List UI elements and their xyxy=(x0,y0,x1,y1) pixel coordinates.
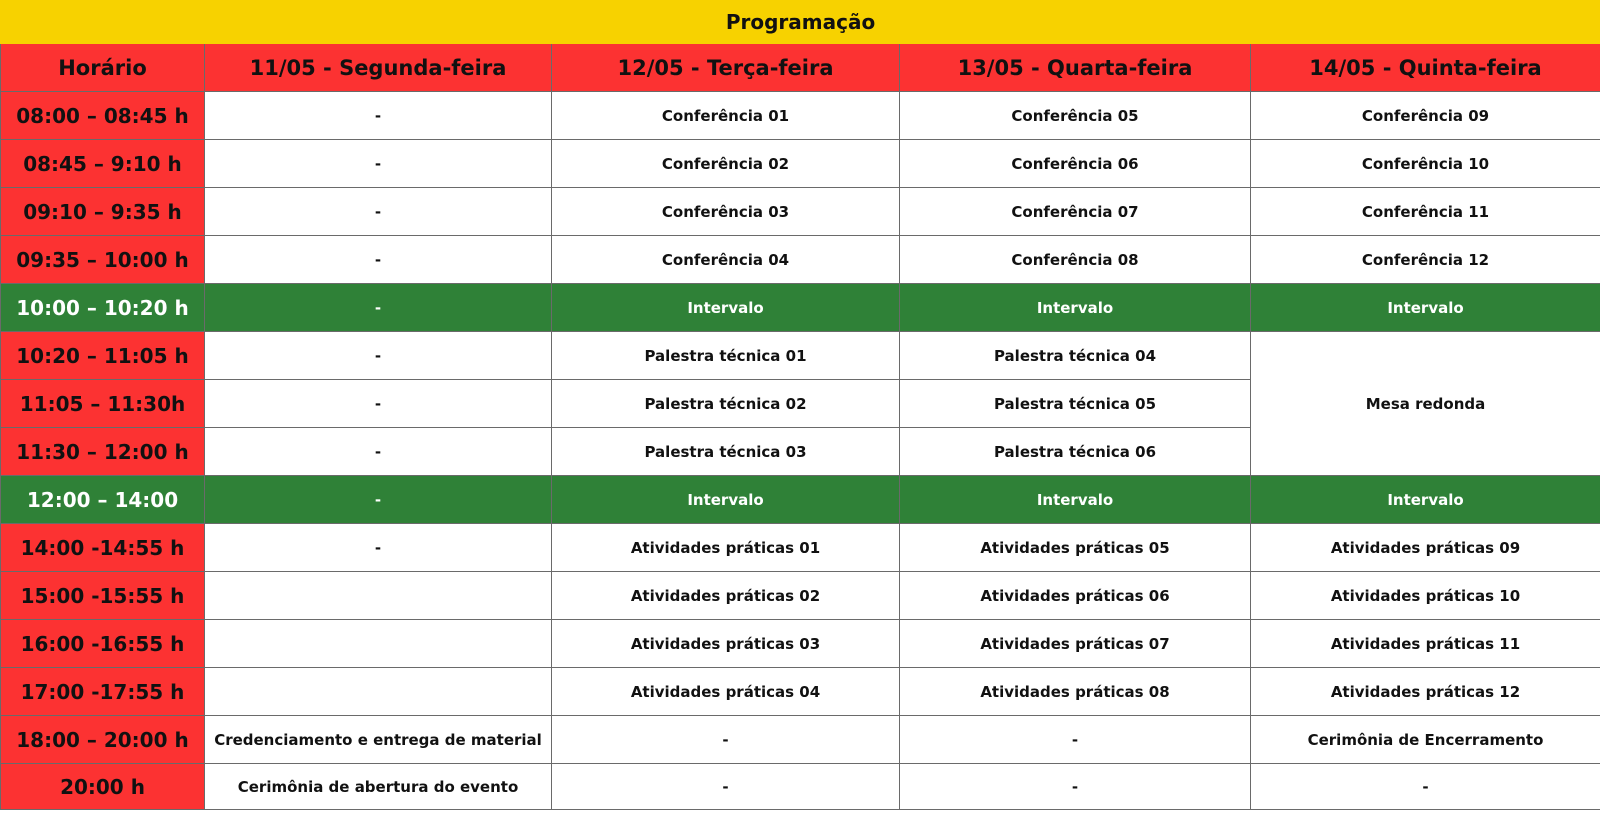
break-cell: - xyxy=(205,476,552,524)
slot-cell: - xyxy=(205,140,552,188)
header-day-14-05: 14/05 - Quinta-feira xyxy=(1251,44,1600,92)
slot-cell: Palestra técnica 02 xyxy=(552,380,900,428)
slot-cell: - xyxy=(205,236,552,284)
slot-cell: Atividades práticas 05 xyxy=(900,524,1251,572)
time-cell: 08:00 – 08:45 h xyxy=(1,92,205,140)
slot-cell: Conferência 02 xyxy=(552,140,900,188)
time-cell: 11:30 – 12:00 h xyxy=(1,428,205,476)
time-cell: 09:10 – 9:35 h xyxy=(1,188,205,236)
time-cell: 17:00 -17:55 h xyxy=(1,668,205,716)
slot-cell: Atividades práticas 06 xyxy=(900,572,1251,620)
slot-cell: Conferência 10 xyxy=(1251,140,1600,188)
header-row xyxy=(1,44,1600,92)
time-cell: 16:00 -16:55 h xyxy=(1,620,205,668)
break-cell: Intervalo xyxy=(900,284,1251,332)
slot-cell: Atividades práticas 03 xyxy=(552,620,900,668)
slot-cell: Atividades práticas 10 xyxy=(1251,572,1600,620)
table-row xyxy=(1,764,1600,810)
header-day-11-05: 11/05 - Segunda-feira xyxy=(205,44,552,92)
slot-cell xyxy=(205,620,552,668)
time-cell: 09:35 – 10:00 h xyxy=(1,236,205,284)
time-cell: 10:00 – 10:20 h xyxy=(1,284,205,332)
break-cell: - xyxy=(205,284,552,332)
time-cell: 11:05 – 11:30h xyxy=(1,380,205,428)
slot-cell: - xyxy=(205,188,552,236)
time-cell: 20:00 h xyxy=(1,764,205,810)
slot-cell: Conferência 03 xyxy=(552,188,900,236)
slot-cell: Conferência 11 xyxy=(1251,188,1600,236)
time-cell: 12:00 – 14:00 xyxy=(1,476,205,524)
slot-cell: Atividades práticas 12 xyxy=(1251,668,1600,716)
time-cell: 10:20 – 11:05 h xyxy=(1,332,205,380)
table-row xyxy=(1,572,1600,620)
slot-cell: Cerimônia de abertura do evento xyxy=(205,764,552,810)
slot-cell xyxy=(205,572,552,620)
slot-cell: Conferência 09 xyxy=(1251,92,1600,140)
slot-cell: - xyxy=(552,764,900,810)
slot-cell: Atividades práticas 02 xyxy=(552,572,900,620)
header-horario: Horário xyxy=(1,44,205,92)
break-cell: Intervalo xyxy=(900,476,1251,524)
slot-cell: Conferência 01 xyxy=(552,92,900,140)
slot-cell: - xyxy=(205,380,552,428)
schedule-title: Programação xyxy=(1,1,1600,44)
break-row xyxy=(1,476,1600,524)
table-row xyxy=(1,332,1600,380)
time-cell: 14:00 -14:55 h xyxy=(1,524,205,572)
table-row xyxy=(1,716,1600,764)
slot-cell: Atividades práticas 01 xyxy=(552,524,900,572)
slot-cell: Conferência 06 xyxy=(900,140,1251,188)
break-cell: Intervalo xyxy=(1251,284,1600,332)
slot-cell: Palestra técnica 06 xyxy=(900,428,1251,476)
slot-cell: Conferência 12 xyxy=(1251,236,1600,284)
break-cell: Intervalo xyxy=(552,284,900,332)
break-cell: Intervalo xyxy=(552,476,900,524)
title-row xyxy=(1,1,1600,44)
slot-cell: Conferência 05 xyxy=(900,92,1251,140)
time-cell: 15:00 -15:55 h xyxy=(1,572,205,620)
slot-cell: Atividades práticas 11 xyxy=(1251,620,1600,668)
time-cell: 18:00 – 20:00 h xyxy=(1,716,205,764)
slot-cell: Atividades práticas 07 xyxy=(900,620,1251,668)
slot-cell: - xyxy=(205,92,552,140)
table-row xyxy=(1,236,1600,284)
slot-cell: Cerimônia de Encerramento xyxy=(1251,716,1600,764)
time-cell: 08:45 – 9:10 h xyxy=(1,140,205,188)
table-row xyxy=(1,92,1600,140)
slot-cell: Conferência 04 xyxy=(552,236,900,284)
slot-cell: Atividades práticas 09 xyxy=(1251,524,1600,572)
slot-cell: Conferência 07 xyxy=(900,188,1251,236)
slot-cell: - xyxy=(205,332,552,380)
table-row xyxy=(1,668,1600,716)
slot-cell: Palestra técnica 01 xyxy=(552,332,900,380)
slot-cell: Palestra técnica 05 xyxy=(900,380,1251,428)
header-day-13-05: 13/05 - Quarta-feira xyxy=(900,44,1251,92)
slot-cell: Conferência 08 xyxy=(900,236,1251,284)
table-row xyxy=(1,188,1600,236)
header-day-12-05: 12/05 - Terça-feira xyxy=(552,44,900,92)
table-row xyxy=(1,524,1600,572)
slot-cell: - xyxy=(552,716,900,764)
slot-cell: Palestra técnica 04 xyxy=(900,332,1251,380)
slot-cell: - xyxy=(1251,764,1600,810)
slot-cell: - xyxy=(205,428,552,476)
slot-cell: - xyxy=(900,716,1251,764)
table-row xyxy=(1,620,1600,668)
table-row xyxy=(1,140,1600,188)
break-cell: Intervalo xyxy=(1251,476,1600,524)
slot-cell: Palestra técnica 03 xyxy=(552,428,900,476)
break-row xyxy=(1,284,1600,332)
slot-cell: - xyxy=(205,524,552,572)
mesa-redonda-cell: Mesa redonda xyxy=(1251,332,1600,476)
slot-cell xyxy=(205,668,552,716)
slot-cell: - xyxy=(900,764,1251,810)
slot-cell: Atividades práticas 04 xyxy=(552,668,900,716)
slot-cell: Atividades práticas 08 xyxy=(900,668,1251,716)
slot-cell: Credenciamento e entrega de material xyxy=(205,716,552,764)
